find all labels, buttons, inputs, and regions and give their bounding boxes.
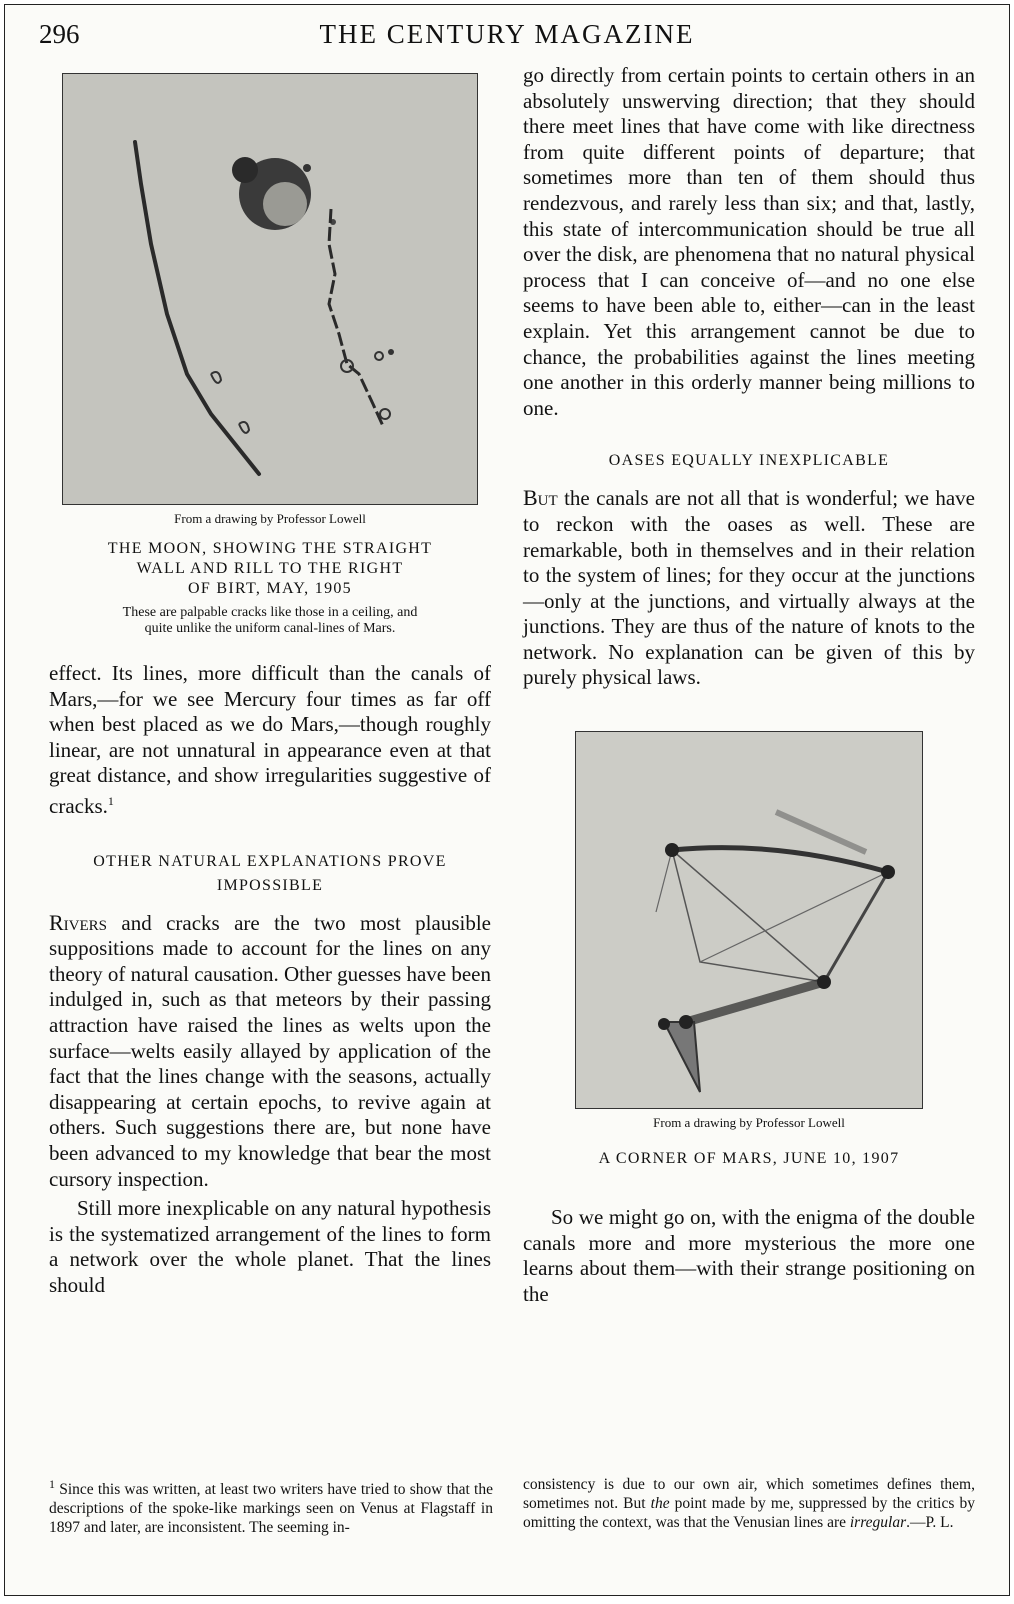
paragraph-text: effect. Its lines, more difficult than the canals of Mars,—for we see Mercury four times as far off when best placed as we do Mars,—though roughly linear, are not unnatural in appearance even at that great distance, and show irregularities suggestive of cracks. — [49, 661, 491, 818]
figure1-caption — [49, 539, 491, 599]
magazine-page — [4, 4, 1010, 1596]
right-paragraph-2 — [523, 485, 975, 691]
caption-line: WALL AND RILL TO THE RIGHT — [136, 560, 404, 577]
left-paragraph-1 — [49, 661, 491, 820]
footnote-emphasis: irregular — [849, 1514, 907, 1531]
paragraph-text: the canals are not all that is wonderful; we have to reckon with the oases as well. These are remarkable, both in themselves and in their relation to the system of lines; for they occur at the junctions—only at the junctions, and virtually always at the junctions. They are thus of the nature of knots to the network. No explanation can be given of this by purely physical laws. — [523, 486, 975, 690]
left-paragraph-2 — [49, 910, 491, 1193]
moon-drawing-illustration — [63, 74, 477, 504]
mars-corner-drawing-image — [575, 731, 923, 1109]
left-column — [49, 73, 491, 1298]
heading-line: OTHER NATURAL EXPLANATIONS PROVE — [93, 852, 447, 870]
subcaption-line: These are palpable cracks like those in a ceiling, and — [122, 605, 418, 620]
page-header — [5, 13, 1009, 57]
figure1-subcaption — [49, 605, 491, 637]
footnote-marker: 1 — [107, 793, 114, 808]
mars-corner-illustration — [576, 732, 922, 1108]
page-number: 296 — [39, 19, 80, 49]
figure1-credit: From a drawing by Professor Lowell — [174, 511, 366, 526]
right-paragraph-3: So we might go on, with the enigma of the double canals more and more mysterious the more one learns about them—with their strange positioning on the — [523, 1205, 975, 1306]
left-paragraph-3: Still more inexplicable on any natural hypothesis is the systematized arrangement of the lines to form a network over the whole planet. That the lines should — [49, 1196, 491, 1297]
paragraph-text: and cracks are the two most plausible suppositions made to account for the lines on any theory of natural causation. Other guesses have been indulged in, such as that meteors by their passing attraction have raised the lines as welts upon the surface—welts easily allayed by application of the fact that the lines change with the seasons, actually disappearing at certain epochs, to revive again at others. Such suggestions there are, but none have been advanced to my knowledge that bear the most cursory inspection. — [49, 910, 492, 1191]
subcaption-line: quite unlike the uniform canal-lines of Mars. — [144, 621, 396, 636]
right-column — [523, 63, 975, 1307]
lead-word: But — [523, 485, 558, 511]
footnote-text: Since this was written, at least two writers have tried to show that the descriptions of the spoke-like markings seen on Venus at Flagstaff in 1897 and later, are inconsistent. The seeming in- — [49, 1481, 493, 1537]
footnote-text: consistency is due to our own air, which sometimes defines them, sometimes not. But — [523, 1476, 975, 1512]
caption-line: OF BIRT, MAY, 1905 — [188, 580, 352, 597]
footnote-text: point made by me, suppressed by the critics by omitting the context, was that the Venusian lines are — [523, 1495, 975, 1531]
figure2-credit: From a drawing by Professor Lowell — [653, 1115, 845, 1131]
section-heading-oases: OASES EQUALLY INEXPLICABLE — [608, 452, 890, 470]
moon-drawing-image — [62, 73, 478, 505]
footnote-text: .—P. L. — [906, 1514, 954, 1531]
running-head: THE CENTURY MAGAZINE — [319, 19, 695, 49]
footnote-left — [49, 1475, 493, 1537]
figure2-caption: A CORNER OF MARS, JUNE 10, 1907 — [598, 1150, 900, 1168]
caption-line: THE MOON, SHOWING THE STRAIGHT — [107, 540, 433, 557]
footnote-number: 1 — [49, 1477, 55, 1491]
footnote-right — [523, 1475, 975, 1532]
right-paragraph-1: go directly from certain points to certain others in an absolutely unswerving direction; that they should there meet lines that have come with like directness from quite different points of departure; that sometimes more than ten of them should thus rendezvous, and rarely less than six; and that, lastly, this state of intercommunication should be true all over the disk, are phenomena that no natural physical process that I can conceive of—and no one else seems to have been able to, either—can in the least explain. Yet this arrangement cannot be due to chance, the probabilities against the lines meeting one another in this orderly manner being millions to one. — [523, 63, 975, 420]
section-heading-other-explanations — [49, 850, 491, 898]
heading-line: IMPOSSIBLE — [216, 876, 324, 894]
footnote-emphasis: the — [650, 1495, 670, 1512]
lead-word: Rivers — [49, 909, 108, 935]
